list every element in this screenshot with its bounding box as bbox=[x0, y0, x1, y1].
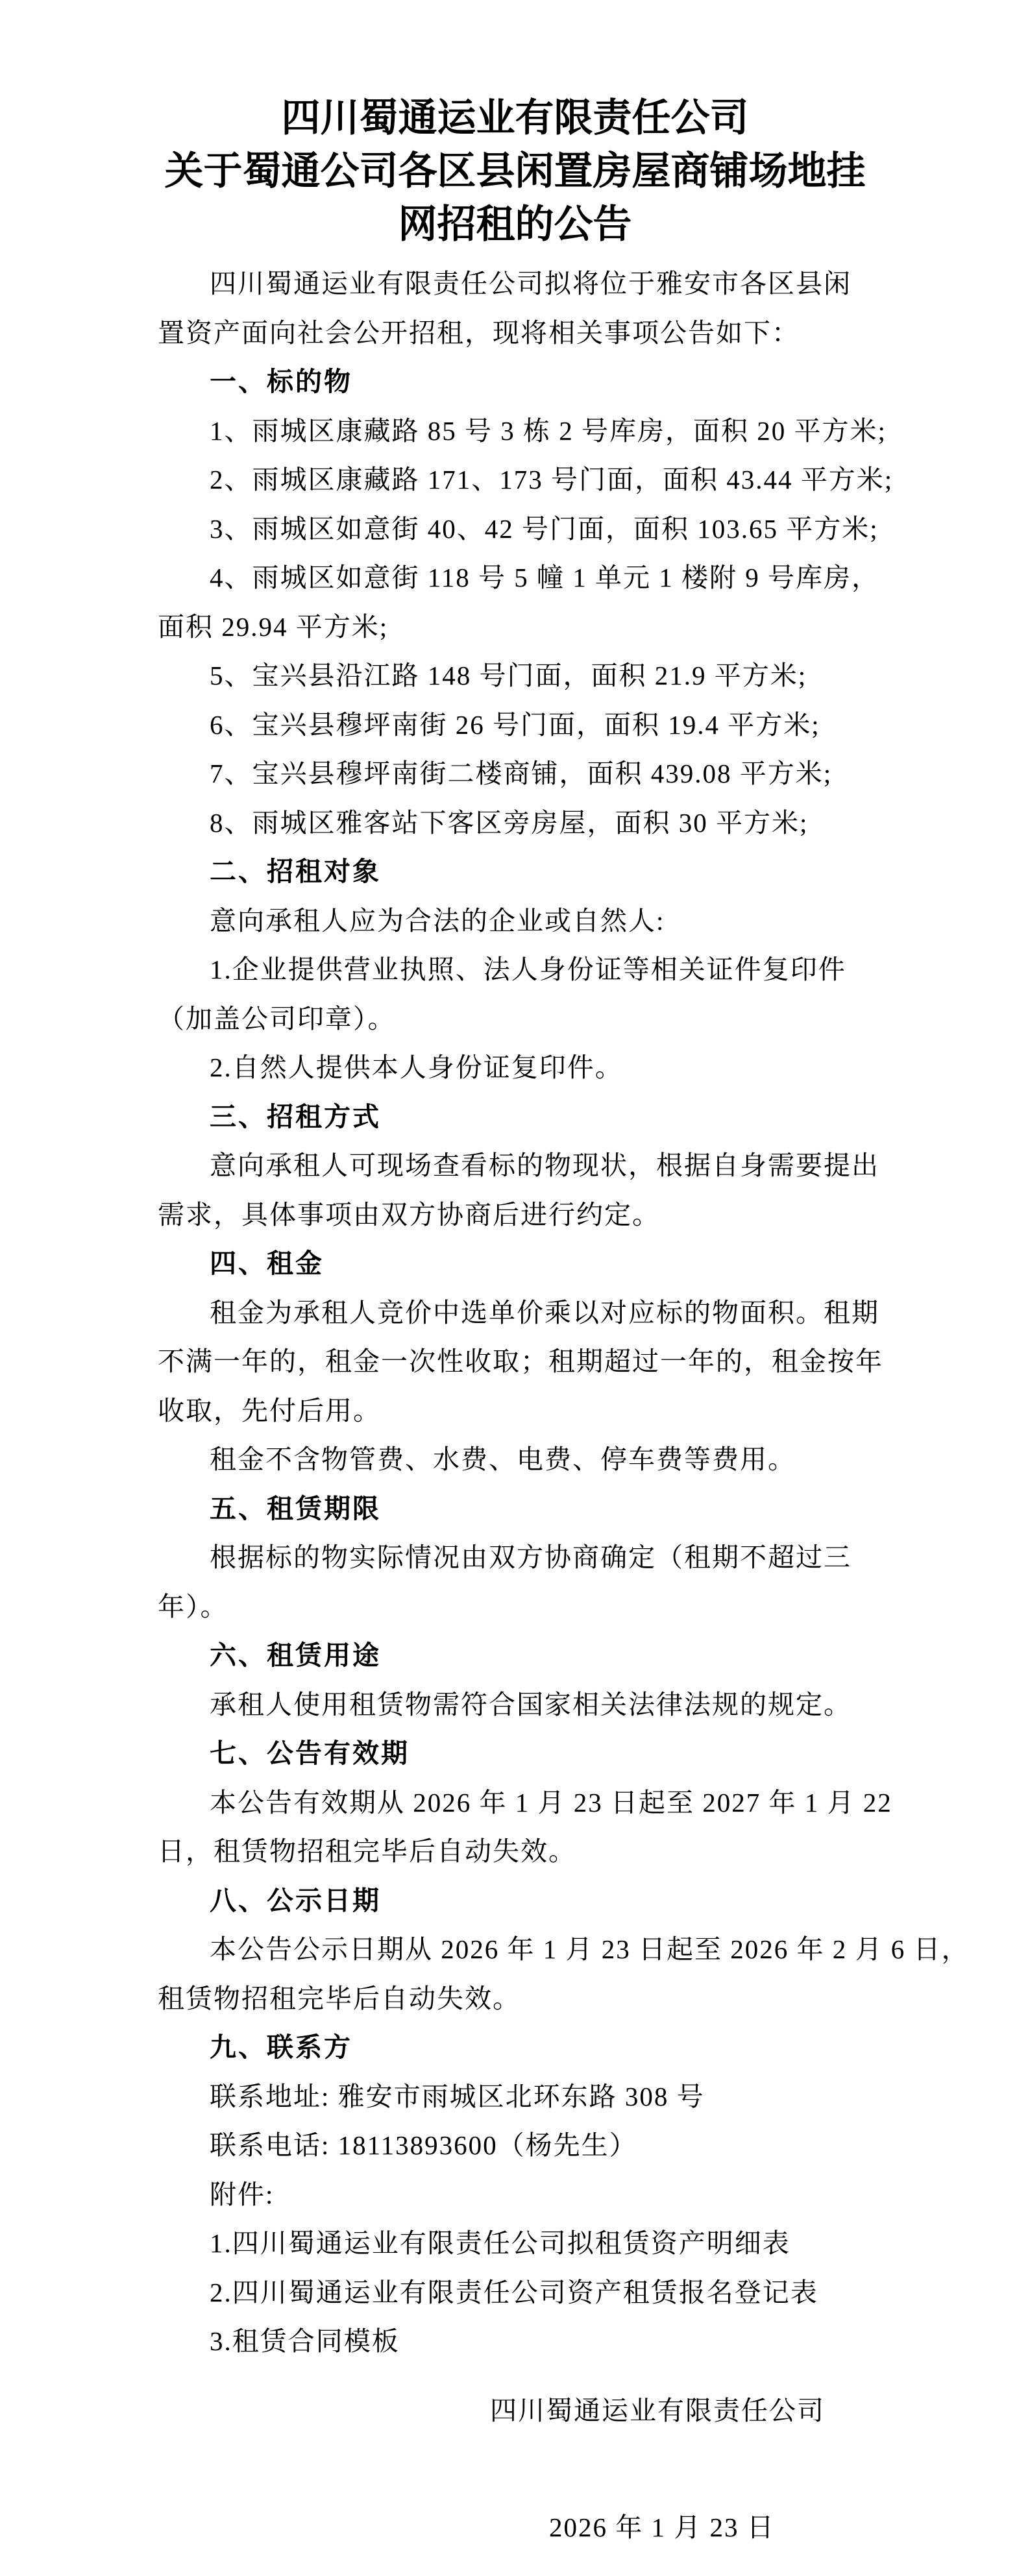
asset-item-8: 8、雨城区雅客站下客区旁房屋，面积 30 平方米; bbox=[210, 808, 809, 838]
section-5-heading: 五、租赁期限 bbox=[210, 1494, 381, 1524]
contact-phone-line: 联系电话: 18113893600（杨先生） bbox=[210, 2130, 637, 2160]
section-2-heading: 二、招租对象 bbox=[210, 857, 381, 886]
intro-line: 四川蜀通运业有限责任公司拟将位于雅安市各区县闲 bbox=[210, 269, 852, 298]
paragraph-line: 需求，具体事项由双方协商后进行约定。 bbox=[158, 1200, 660, 1230]
paragraph-line: 日，租赁物招租完毕后自动失效。 bbox=[158, 1836, 576, 1866]
contact-address-line: 联系地址: 雅安市雨城区北环东路 308 号 bbox=[210, 2082, 705, 2111]
paragraph-line: （加盖公司印章）。 bbox=[158, 1004, 396, 1034]
asset-item-6: 6、宝兴县穆坪南街 26 号门面，面积 19.4 平方米; bbox=[210, 710, 820, 740]
paragraph-line: 2.自然人提供本人身份证复印件。 bbox=[210, 1052, 623, 1082]
intro-line: 置资产面向社会公开招租，现将相关事项公告如下： bbox=[158, 318, 800, 348]
paragraph-line: 本公告有效期从 2026 年 1 月 23 日起至 2027 年 1 月 22 bbox=[210, 1788, 892, 1817]
paragraph-line: 租赁物招租完毕后自动失效。 bbox=[158, 1984, 521, 2013]
paragraph-line: 年）。 bbox=[158, 1592, 228, 1622]
paragraph-line: 租金不含物管费、水费、电费、停车费等费用。 bbox=[210, 1444, 796, 1474]
attachment-item-2: 2.四川蜀通运业有限责任公司资产租赁报名登记表 bbox=[210, 2278, 818, 2307]
paragraph-line: 1.企业提供营业执照、法人身份证等相关证件复印件 bbox=[210, 954, 846, 984]
attachment-item-3: 3.租赁合同模板 bbox=[210, 2326, 400, 2356]
asset-item-4-cont: 面积 29.94 平方米; bbox=[158, 612, 389, 642]
section-6-heading: 六、租赁用途 bbox=[210, 1640, 381, 1670]
paragraph-line: 承租人使用租赁物需符合国家相关法律法规的规定。 bbox=[210, 1690, 852, 1719]
asset-item-2: 2、雨城区康藏路 171、173 号门面，面积 43.44 平方米; bbox=[210, 465, 894, 494]
paragraph-line: 意向承租人应为合法的企业或自然人: bbox=[210, 906, 665, 936]
paragraph-line: 根据标的物实际情况由双方协商确定（租期不超过三 bbox=[210, 1542, 852, 1572]
doc-title-line-1: 四川蜀通运业有限责任公司 bbox=[281, 96, 749, 140]
signature-company: 四川蜀通运业有限责任公司 bbox=[490, 2396, 825, 2425]
signature-date: 2026 年 1 月 23 日 bbox=[549, 2512, 775, 2542]
section-7-heading: 七、公告有效期 bbox=[210, 1738, 410, 1768]
paragraph-line: 收取，先付后用。 bbox=[158, 1396, 381, 1426]
section-8-heading: 八、公示日期 bbox=[210, 1886, 381, 1915]
section-3-heading: 三、招租方式 bbox=[210, 1102, 381, 1132]
doc-title-line-2: 关于蜀通公司各区县闲置房屋商铺场地挂 bbox=[164, 149, 866, 193]
asset-item-4: 4、雨城区如意街 118 号 5 幢 1 单元 1 楼附 9 号库房， bbox=[210, 563, 879, 592]
section-9-heading: 九、联系方 bbox=[210, 2032, 352, 2062]
asset-item-5: 5、宝兴县沿江路 148 号门面，面积 21.9 平方米; bbox=[210, 661, 807, 690]
attachment-item-1: 1.四川蜀通运业有限责任公司拟租赁资产明细表 bbox=[210, 2228, 791, 2258]
asset-item-1: 1、雨城区康藏路 85 号 3 栋 2 号库房，面积 20 平方米; bbox=[210, 416, 887, 446]
paragraph-line: 不满一年的，租金一次性收取；租期超过一年的，租金按年 bbox=[158, 1346, 883, 1376]
asset-item-7: 7、宝兴县穆坪南街二楼商铺，面积 439.08 平方米; bbox=[210, 759, 833, 788]
doc-title-line-3: 网招租的公告 bbox=[398, 202, 632, 246]
paragraph-line: 本公告公示日期从 2026 年 1 月 23 日起至 2026 年 2 月 6 日， bbox=[210, 1934, 970, 1964]
paragraph-line: 意向承租人可现场查看标的物现状，根据自身需要提出 bbox=[210, 1150, 879, 1180]
attachments-label: 附件: bbox=[210, 2180, 275, 2209]
section-1-heading: 一、标的物 bbox=[210, 367, 352, 396]
section-4-heading: 四、租金 bbox=[210, 1248, 324, 1278]
asset-item-3: 3、雨城区如意街 40、42 号门面，面积 103.65 平方米; bbox=[210, 514, 879, 544]
paragraph-line: 租金为承租人竞价中选单价乘以对应标的物面积。租期 bbox=[210, 1298, 879, 1328]
